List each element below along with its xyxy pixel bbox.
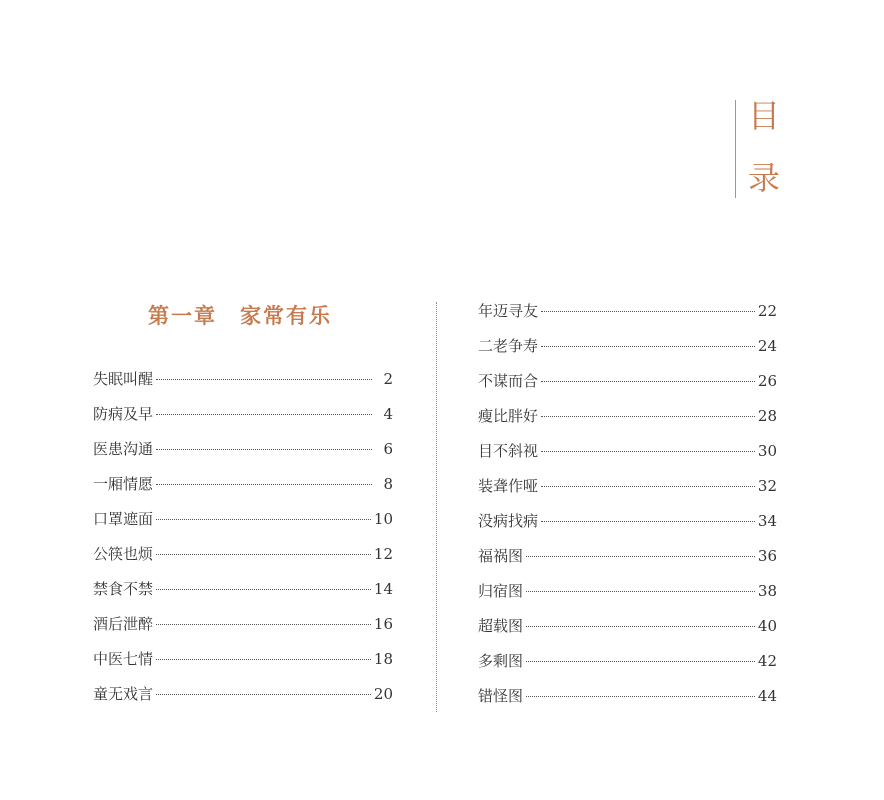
toc-entry[interactable] [93, 578, 393, 613]
toc-leader-dots [541, 486, 755, 487]
toc-entry-page: 24 [757, 337, 777, 355]
toc-entry-page: 40 [757, 617, 777, 635]
toc-entry[interactable] [478, 335, 777, 370]
toc-entry[interactable] [478, 370, 777, 405]
toc-entry-page: 36 [757, 547, 777, 565]
toc-entry-label: 防病及早 [93, 405, 154, 423]
toc-entry-label: 瘦比胖好 [478, 407, 539, 425]
toc-leader-dots [156, 414, 372, 415]
toc-entry-page: 30 [757, 442, 777, 460]
toc-entry-page: 42 [757, 652, 777, 670]
toc-entry-label: 童无戏言 [93, 685, 154, 703]
toc-entry-page: 10 [373, 510, 393, 528]
toc-entry[interactable] [93, 508, 393, 543]
toc-entry-page: 8 [383, 475, 393, 493]
toc-entry-label: 装聋作哑 [478, 477, 539, 495]
toc-entry-page: 34 [757, 512, 777, 530]
toc-leader-dots [541, 416, 755, 417]
toc-leader-dots [156, 449, 372, 450]
toc-entry-page: 18 [373, 650, 393, 668]
toc-entry[interactable] [93, 403, 393, 438]
toc-entry-page: 20 [373, 685, 393, 703]
toc-entry[interactable] [478, 580, 777, 615]
toc-entry-page: 14 [373, 580, 393, 598]
toc-entry-page: 4 [383, 405, 393, 423]
toc-heading [735, 97, 781, 198]
toc-entry-label: 归宿图 [478, 582, 524, 600]
toc-entry[interactable] [478, 615, 777, 650]
toc-leader-dots [526, 556, 755, 557]
toc-heading-char-2: 录 [748, 159, 781, 197]
toc-entry-label: 禁食不禁 [93, 580, 154, 598]
toc-right-column [478, 300, 777, 720]
toc-entry[interactable] [93, 473, 393, 508]
toc-entry[interactable] [478, 510, 777, 545]
toc-leader-dots [526, 696, 755, 697]
toc-leader-dots [156, 659, 371, 660]
toc-entry[interactable] [478, 405, 777, 440]
toc-entry-label: 错怪图 [478, 687, 524, 705]
toc-entry-page: 32 [757, 477, 777, 495]
toc-entry[interactable] [478, 440, 777, 475]
toc-leader-dots [526, 591, 755, 592]
toc-entry-label: 没病找病 [478, 512, 539, 530]
toc-entry[interactable] [93, 613, 393, 648]
toc-leader-dots [541, 381, 755, 382]
toc-leader-dots [541, 311, 755, 312]
toc-entry-page: 38 [757, 582, 777, 600]
toc-entry-label: 医患沟通 [93, 440, 154, 458]
toc-leader-dots [156, 589, 371, 590]
toc-entry[interactable] [478, 685, 777, 720]
toc-leader-dots [541, 451, 755, 452]
toc-entry[interactable] [478, 475, 777, 510]
toc-entry[interactable] [478, 650, 777, 685]
toc-left-column [93, 368, 393, 718]
toc-entry-page: 26 [757, 372, 777, 390]
toc-leader-dots [156, 624, 371, 625]
toc-entry-label: 中医七情 [93, 650, 154, 668]
toc-entry-label: 一厢情愿 [93, 475, 154, 493]
toc-entry-label: 不谋而合 [478, 372, 539, 390]
toc-entry-label: 目不斜视 [478, 442, 539, 460]
column-divider [436, 302, 437, 712]
toc-entry-page: 2 [383, 370, 393, 388]
toc-entry-label: 年迈寻友 [478, 302, 539, 320]
toc-entry-label: 酒后泄醉 [93, 615, 154, 633]
toc-leader-dots [156, 379, 372, 380]
toc-entry-label: 二老争寿 [478, 337, 539, 355]
toc-leader-dots [526, 626, 755, 627]
toc-entry[interactable] [478, 545, 777, 580]
toc-entry[interactable] [93, 648, 393, 683]
toc-leader-dots [541, 346, 755, 347]
toc-entry-label: 多剩图 [478, 652, 524, 670]
toc-entry-label: 失眠叫醒 [93, 370, 154, 388]
toc-leader-dots [526, 661, 755, 662]
toc-entry[interactable] [93, 438, 393, 473]
toc-heading-char-1: 目 [748, 97, 781, 135]
toc-leader-dots [156, 694, 371, 695]
chapter-title: 第一章 家常有乐 [148, 304, 332, 328]
toc-leader-dots [156, 554, 371, 555]
toc-leader-dots [156, 519, 371, 520]
toc-entry[interactable] [93, 368, 393, 403]
toc-entry-page: 22 [757, 302, 777, 320]
toc-entry[interactable] [93, 683, 393, 718]
toc-entry-page: 6 [383, 440, 393, 458]
toc-entry-page: 12 [373, 545, 393, 563]
toc-entry[interactable] [478, 300, 777, 335]
toc-leader-dots [156, 484, 372, 485]
toc-leader-dots [541, 521, 755, 522]
toc-entry-label: 福祸图 [478, 547, 524, 565]
toc-entry-page: 28 [757, 407, 777, 425]
toc-entry-label: 公筷也烦 [93, 545, 154, 563]
toc-entry-label: 超载图 [478, 617, 524, 635]
toc-entry-page: 44 [757, 687, 777, 705]
toc-entry[interactable] [93, 543, 393, 578]
toc-entry-page: 16 [373, 615, 393, 633]
toc-entry-label: 口罩遮面 [93, 510, 154, 528]
